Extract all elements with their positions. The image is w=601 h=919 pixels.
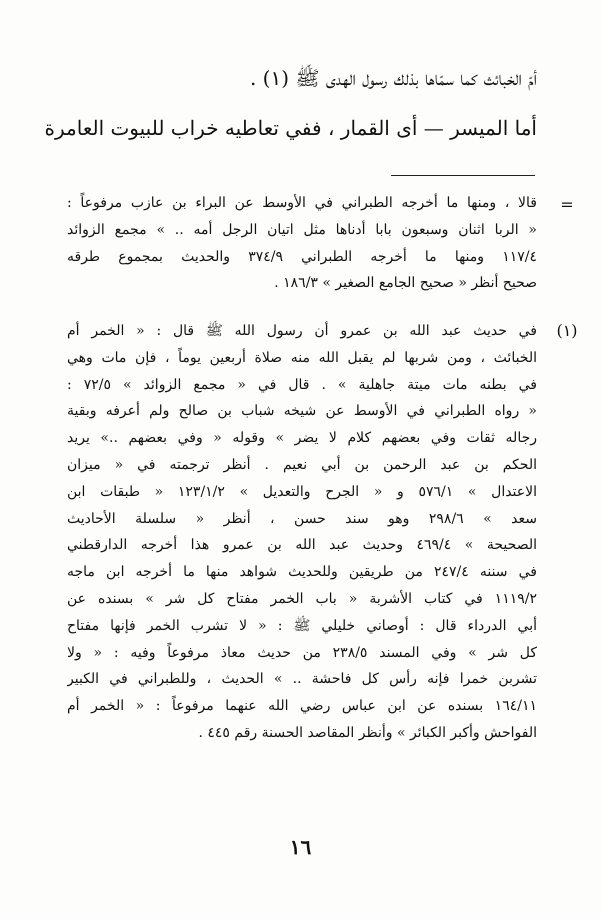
footnote-line: ١١١٩/٢ في كتاب الأشربة « باب الخمر مفتاح كل شر » بسنده عن	[67, 590, 537, 607]
footnote-line: في حديث عبد الله بن عمرو أن رسول الله ﷺ قال : « الخمر أم	[67, 323, 537, 339]
footnote-line: كل شر » وفي المسند ٢٣٨/٥ من حديث معاذ مرفوعاً وفيه : « ولا	[67, 644, 537, 661]
footnote-separator	[391, 175, 535, 176]
footnote-line: سعد » ٢٩٨/٦ وهو سند حسن ، أنظر « سلسلة الأحاديث	[67, 510, 537, 527]
footnote-line: الاعتدال » ٥٧٦/١ و « الجرح والتعديل » ١٢٣/١/٢ « طبقات ابن	[67, 483, 537, 500]
footnote-line: « رواه الطبراني في الأوسط عن شيخه شباب بن صالح ولم أعرفه وبقية	[67, 403, 537, 420]
page-number: ١٦	[289, 835, 312, 859]
footnote-line: قالا ، ومنها ما أخرجه الطبراني في الأوسط عن البراء بن عازب مرفوعاً :	[67, 195, 537, 211]
body-text-line-1: أمّ الخبائث كما سمّاها بذلك رسول الهدى ﷺ (١) .	[249, 66, 537, 90]
footnote-line: في بطنه مات ميتة جاهلية » . قال في « مجمع الزوائد » ٧٢/٥ :	[67, 376, 537, 393]
footnote-continuation-marker: =	[560, 195, 574, 214]
footnote-line: رجاله ثقات وفي بعضهم كلام لا يضر » وقوله « وفي بعضهم ..» يريد	[67, 430, 537, 447]
footnote-line: الخبائث ، ومن شربها لم يقبل الله منه صلاة أربعين يوماً ، فإن مات وهي	[67, 349, 537, 366]
footnote-line: صحيح أنظر « صحيح الجامع الصغير » ١٨٦/٣ .	[274, 275, 537, 292]
footnote-line: ١١٧/٤ ومنها ما أخرجه الطبراني ٣٧٤/٩ والحديث بمجموع طرقه	[67, 248, 537, 265]
footnote-continuation	[67, 190, 537, 297]
footnote-line: الحكم بن عبد الرحمن بن أبي نعيم . أنظر ترجمته في « ميزان	[67, 456, 537, 473]
footnote-line: الصحيحة » ٤٦٩/٤ وحديث عبد الله بن عمرو هذا أخرجه الدارقطني	[67, 537, 537, 554]
footnote-line: في سننه ٢٤٧/٤ من طريقين وللحديث شواهد منها ما أخرجه ابن ماجه	[67, 564, 537, 581]
footnote-line: أبي الدرداء قال : أوصاني خليلي ﷺ : « لا تشرب الخمر فإنها مفتاح	[67, 617, 537, 634]
footnote-line: « الربا اثنان وسبعون بابا أدناها مثل اتيان الرجل أمه .. » مجمع الزوائد	[67, 221, 537, 238]
footnote-line: ١٦٤/١١ بسنده عن ابن عباس رضي الله عنهما مرفوعاً : « الخمر أم	[67, 698, 537, 715]
footnote-line: تشربن خمرا فإنه رأس كل فاحشة .. » الحديث ، وللطبراني في الكبير	[67, 671, 537, 688]
body-text-line-2: أما الميسر — أى القمار ، ففي تعاطيه خراب للبيوت العامرة	[44, 116, 537, 140]
footnote-line: الفواحش وأكبر الكبائر » وأنظر المقاصد الحسنة رقم ٤٤٥ .	[198, 724, 537, 741]
footnote-1-marker: (١)	[556, 321, 578, 340]
footnote-1	[67, 318, 537, 747]
